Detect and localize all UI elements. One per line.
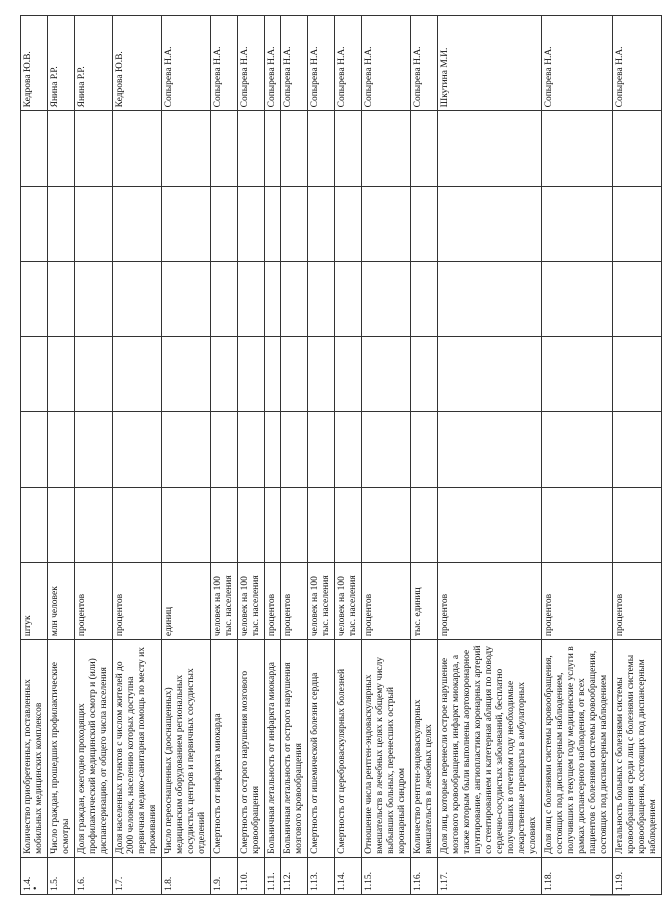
value-cell — [308, 337, 335, 412]
value-cell — [308, 186, 335, 261]
value-cell — [113, 412, 162, 487]
table-row — [48, 16, 75, 895]
value-cell — [335, 337, 362, 412]
value-cell — [281, 337, 308, 412]
unit-of-measure: процентов — [281, 562, 308, 639]
table-row — [21, 16, 48, 895]
value-cell — [542, 412, 613, 487]
unit-of-measure: человек на 100 тыс. населения — [211, 562, 238, 639]
unit-of-measure: процентов — [542, 562, 613, 639]
unit-of-measure: процентов — [75, 562, 113, 639]
value-cell — [238, 261, 265, 336]
value-cell — [48, 412, 75, 487]
value-cell — [411, 412, 438, 487]
value-cell — [613, 186, 662, 261]
value-cell — [75, 337, 113, 412]
indicator-name: Больничная летальность от инфаркта миокарда — [265, 640, 281, 858]
row-number: 1.18. — [542, 857, 613, 894]
scan-dot: • — [33, 884, 37, 895]
value-cell — [238, 337, 265, 412]
indicator-name: Доля лиц с болезнями системы кровообращения, состоящих под диспансерным наблюдением, получивших в текущем году медицинские услуги в рамках диспансерного наблюдения, от всех пациентов с болезнями системы кровообращения, состоящих под диспансерным наблюдением — [542, 640, 613, 858]
unit-of-measure: человек на 100 тыс. населения — [335, 562, 362, 639]
value-cell — [75, 261, 113, 336]
value-cell — [308, 412, 335, 487]
value-cell — [238, 111, 265, 186]
responsible-person: Сопырева Н.А. — [362, 16, 411, 111]
indicator-name: Доля граждан, ежегодно проходящих профилактический медицинский осмотр и (или) диспансеризацию, от общего числа населения — [75, 640, 113, 858]
indicator-name: Смертность от цереброваскулярных болезней — [335, 640, 362, 858]
value-cell — [542, 111, 613, 186]
table-row — [265, 16, 281, 895]
row-number: 1.17. — [438, 857, 542, 894]
indicator-name: Количество приобретенных, поставленных мобильных медицинских комплексов — [21, 640, 48, 858]
value-cell — [211, 261, 238, 336]
value-cell — [281, 111, 308, 186]
value-cell — [362, 412, 411, 487]
table-row — [162, 16, 211, 895]
value-cell — [613, 337, 662, 412]
row-number: 1.14. — [335, 857, 362, 894]
value-cell — [281, 186, 308, 261]
responsible-person: Янина Р.Р. — [75, 16, 113, 111]
row-number: 1.4. — [21, 857, 48, 894]
value-cell — [48, 111, 75, 186]
value-cell — [162, 186, 211, 261]
responsible-person: Сопырева Н.А. — [238, 16, 265, 111]
indicator-name: Количество рентген-эндоваскулярных вмешательств в лечебных целях — [411, 640, 438, 858]
value-cell — [362, 111, 411, 186]
value-cell — [362, 337, 411, 412]
value-cell — [48, 337, 75, 412]
value-cell — [211, 111, 238, 186]
row-number: 1.16. — [411, 857, 438, 894]
value-cell — [438, 487, 542, 562]
table-row — [411, 16, 438, 895]
value-cell — [162, 412, 211, 487]
row-number: 1.7. — [113, 857, 162, 894]
unit-of-measure: человек на 100 тыс. населения — [308, 562, 335, 639]
indicator-name: Смертность от инфаркта миокарда — [211, 640, 238, 858]
table-row — [281, 16, 308, 895]
value-cell — [265, 111, 281, 186]
indicator-name: Смертность от острого нарушения мозгового кровообращения — [238, 640, 265, 858]
value-cell — [542, 186, 613, 261]
responsible-person: Сопырева Н.А. — [335, 16, 362, 111]
unit-of-measure: единиц — [162, 562, 211, 639]
value-cell — [75, 186, 113, 261]
value-cell — [438, 412, 542, 487]
value-cell — [362, 186, 411, 261]
indicator-name: Число граждан, прошедших профилактические осмотры — [48, 640, 75, 858]
value-cell — [113, 186, 162, 261]
value-cell — [281, 412, 308, 487]
value-cell — [75, 111, 113, 186]
value-cell — [335, 487, 362, 562]
value-cell — [362, 487, 411, 562]
value-cell — [411, 111, 438, 186]
value-cell — [238, 412, 265, 487]
value-cell — [48, 487, 75, 562]
value-cell — [542, 337, 613, 412]
value-cell — [411, 261, 438, 336]
responsible-person: Сопырева Н.А. — [542, 16, 613, 111]
value-cell — [48, 261, 75, 336]
table-row — [238, 16, 265, 895]
value-cell — [438, 337, 542, 412]
value-cell — [335, 111, 362, 186]
value-cell — [265, 186, 281, 261]
unit-of-measure: человек на 100 тыс. населения — [238, 562, 265, 639]
value-cell — [238, 186, 265, 261]
scan-mark — [590, 895, 630, 896]
value-cell — [113, 111, 162, 186]
value-cell — [335, 186, 362, 261]
table-row — [75, 16, 113, 895]
value-cell — [265, 412, 281, 487]
responsible-person: Сопырева Н.А. — [162, 16, 211, 111]
value-cell — [438, 186, 542, 261]
row-number: 1.8. — [162, 857, 211, 894]
value-cell — [308, 487, 335, 562]
value-cell — [411, 487, 438, 562]
value-cell — [211, 337, 238, 412]
value-cell — [211, 412, 238, 487]
value-cell — [411, 337, 438, 412]
row-number: 1.12. — [281, 857, 308, 894]
unit-of-measure: процентов — [613, 562, 662, 639]
table-row — [335, 16, 362, 895]
value-cell — [542, 261, 613, 336]
responsible-person: Кедрова Ю.В. — [21, 16, 48, 111]
value-cell — [211, 487, 238, 562]
row-number: 1.13. — [308, 857, 335, 894]
value-cell — [113, 337, 162, 412]
value-cell — [113, 487, 162, 562]
value-cell — [362, 261, 411, 336]
indicator-name: Больничная летальность от острого нарушения мозгового кровообращения — [281, 640, 308, 858]
value-cell — [162, 111, 211, 186]
row-number: 1.15. — [362, 857, 411, 894]
value-cell — [335, 261, 362, 336]
value-cell — [21, 261, 48, 336]
indicators-table — [20, 15, 662, 895]
value-cell — [21, 487, 48, 562]
unit-of-measure: тыс. единиц — [411, 562, 438, 639]
value-cell — [613, 111, 662, 186]
value-cell — [613, 412, 662, 487]
value-cell — [162, 261, 211, 336]
value-cell — [438, 111, 542, 186]
table-row — [113, 16, 162, 895]
value-cell — [48, 186, 75, 261]
table-row — [438, 16, 542, 895]
value-cell — [265, 337, 281, 412]
value-cell — [542, 487, 613, 562]
value-cell — [113, 261, 162, 336]
row-number: 1.10. — [238, 857, 265, 894]
row-number: 1.6. — [75, 857, 113, 894]
unit-of-measure: процентов — [438, 562, 542, 639]
row-number: 1.5. — [48, 857, 75, 894]
value-cell — [265, 261, 281, 336]
indicator-name: Доля населенных пунктов с числом жителей до 2000 человек, населению которых доступна первичная медико-санитарная помощь по месту их проживания — [113, 640, 162, 858]
table-row — [211, 16, 238, 895]
responsible-person: Сопырева Н.А. — [411, 16, 438, 111]
value-cell — [75, 412, 113, 487]
value-cell — [411, 186, 438, 261]
unit-of-measure: млн человек — [48, 562, 75, 639]
value-cell — [162, 487, 211, 562]
value-cell — [281, 261, 308, 336]
responsible-person: Сопырева Н.А. — [308, 16, 335, 111]
row-number: 1.11. — [265, 857, 281, 894]
unit-of-measure: процентов — [362, 562, 411, 639]
value-cell — [613, 487, 662, 562]
row-number: 1.19. — [613, 857, 662, 894]
value-cell — [21, 337, 48, 412]
unit-of-measure: штук — [21, 562, 48, 639]
value-cell — [613, 261, 662, 336]
indicators-table-body — [21, 16, 662, 895]
indicator-name: Число переоснащенных (дооснащенных) медицинским оборудованием региональных сосудистых центров и первичных сосудистых отделений — [162, 640, 211, 858]
indicator-name: Доля лиц, которые перенесли острое нарушение мозгового кровообращения, инфаркт миокарда, а также которым были выполнены аортокоронарное шунтирование, ангиопластика коронарных артерий со стентированием и катетерная абляция по поводу сердечно-сосудистых заболеваний, бесплатно получавших в отчетном году необходимые лекарственные препараты в амбулаторных условиях — [438, 640, 542, 858]
value-cell — [308, 261, 335, 336]
responsible-person: Сопырева Н.А. — [281, 16, 308, 111]
value-cell — [21, 412, 48, 487]
responsible-person: Янина Р.Р. — [48, 16, 75, 111]
indicator-name: Смертность от ишемической болезни сердца — [308, 640, 335, 858]
value-cell — [21, 111, 48, 186]
value-cell — [21, 186, 48, 261]
responsible-person: Сопырева Н.А. — [211, 16, 238, 111]
value-cell — [438, 261, 542, 336]
value-cell — [162, 337, 211, 412]
value-cell — [238, 487, 265, 562]
responsible-person: Сопырева Н.А. — [613, 16, 662, 111]
responsible-person: Кедрова Ю.В. — [113, 16, 162, 111]
unit-of-measure: процентов — [113, 562, 162, 639]
value-cell — [281, 487, 308, 562]
responsible-person: Сопырева Н.А. — [265, 16, 281, 111]
responsible-person: Шкутина М.И. — [438, 16, 542, 111]
value-cell — [265, 487, 281, 562]
table-row — [308, 16, 335, 895]
row-number: 1.9. — [211, 857, 238, 894]
indicator-name: Летальность больных с болезнями системы кровообращения среди лиц с болезнями системы кровообращения, состоящих под диспансерным наблюдением — [613, 640, 662, 858]
table-row — [613, 16, 662, 895]
value-cell — [335, 412, 362, 487]
table-row — [542, 16, 613, 895]
value-cell — [75, 487, 113, 562]
value-cell — [308, 111, 335, 186]
table-row — [362, 16, 411, 895]
unit-of-measure: процентов — [265, 562, 281, 639]
indicator-name: Отношение числа рентген-эндоваскулярных вмешательств в лечебных целях к общему числу выбывших больных, перенесших острый коронарный синдром — [362, 640, 411, 858]
value-cell — [211, 186, 238, 261]
